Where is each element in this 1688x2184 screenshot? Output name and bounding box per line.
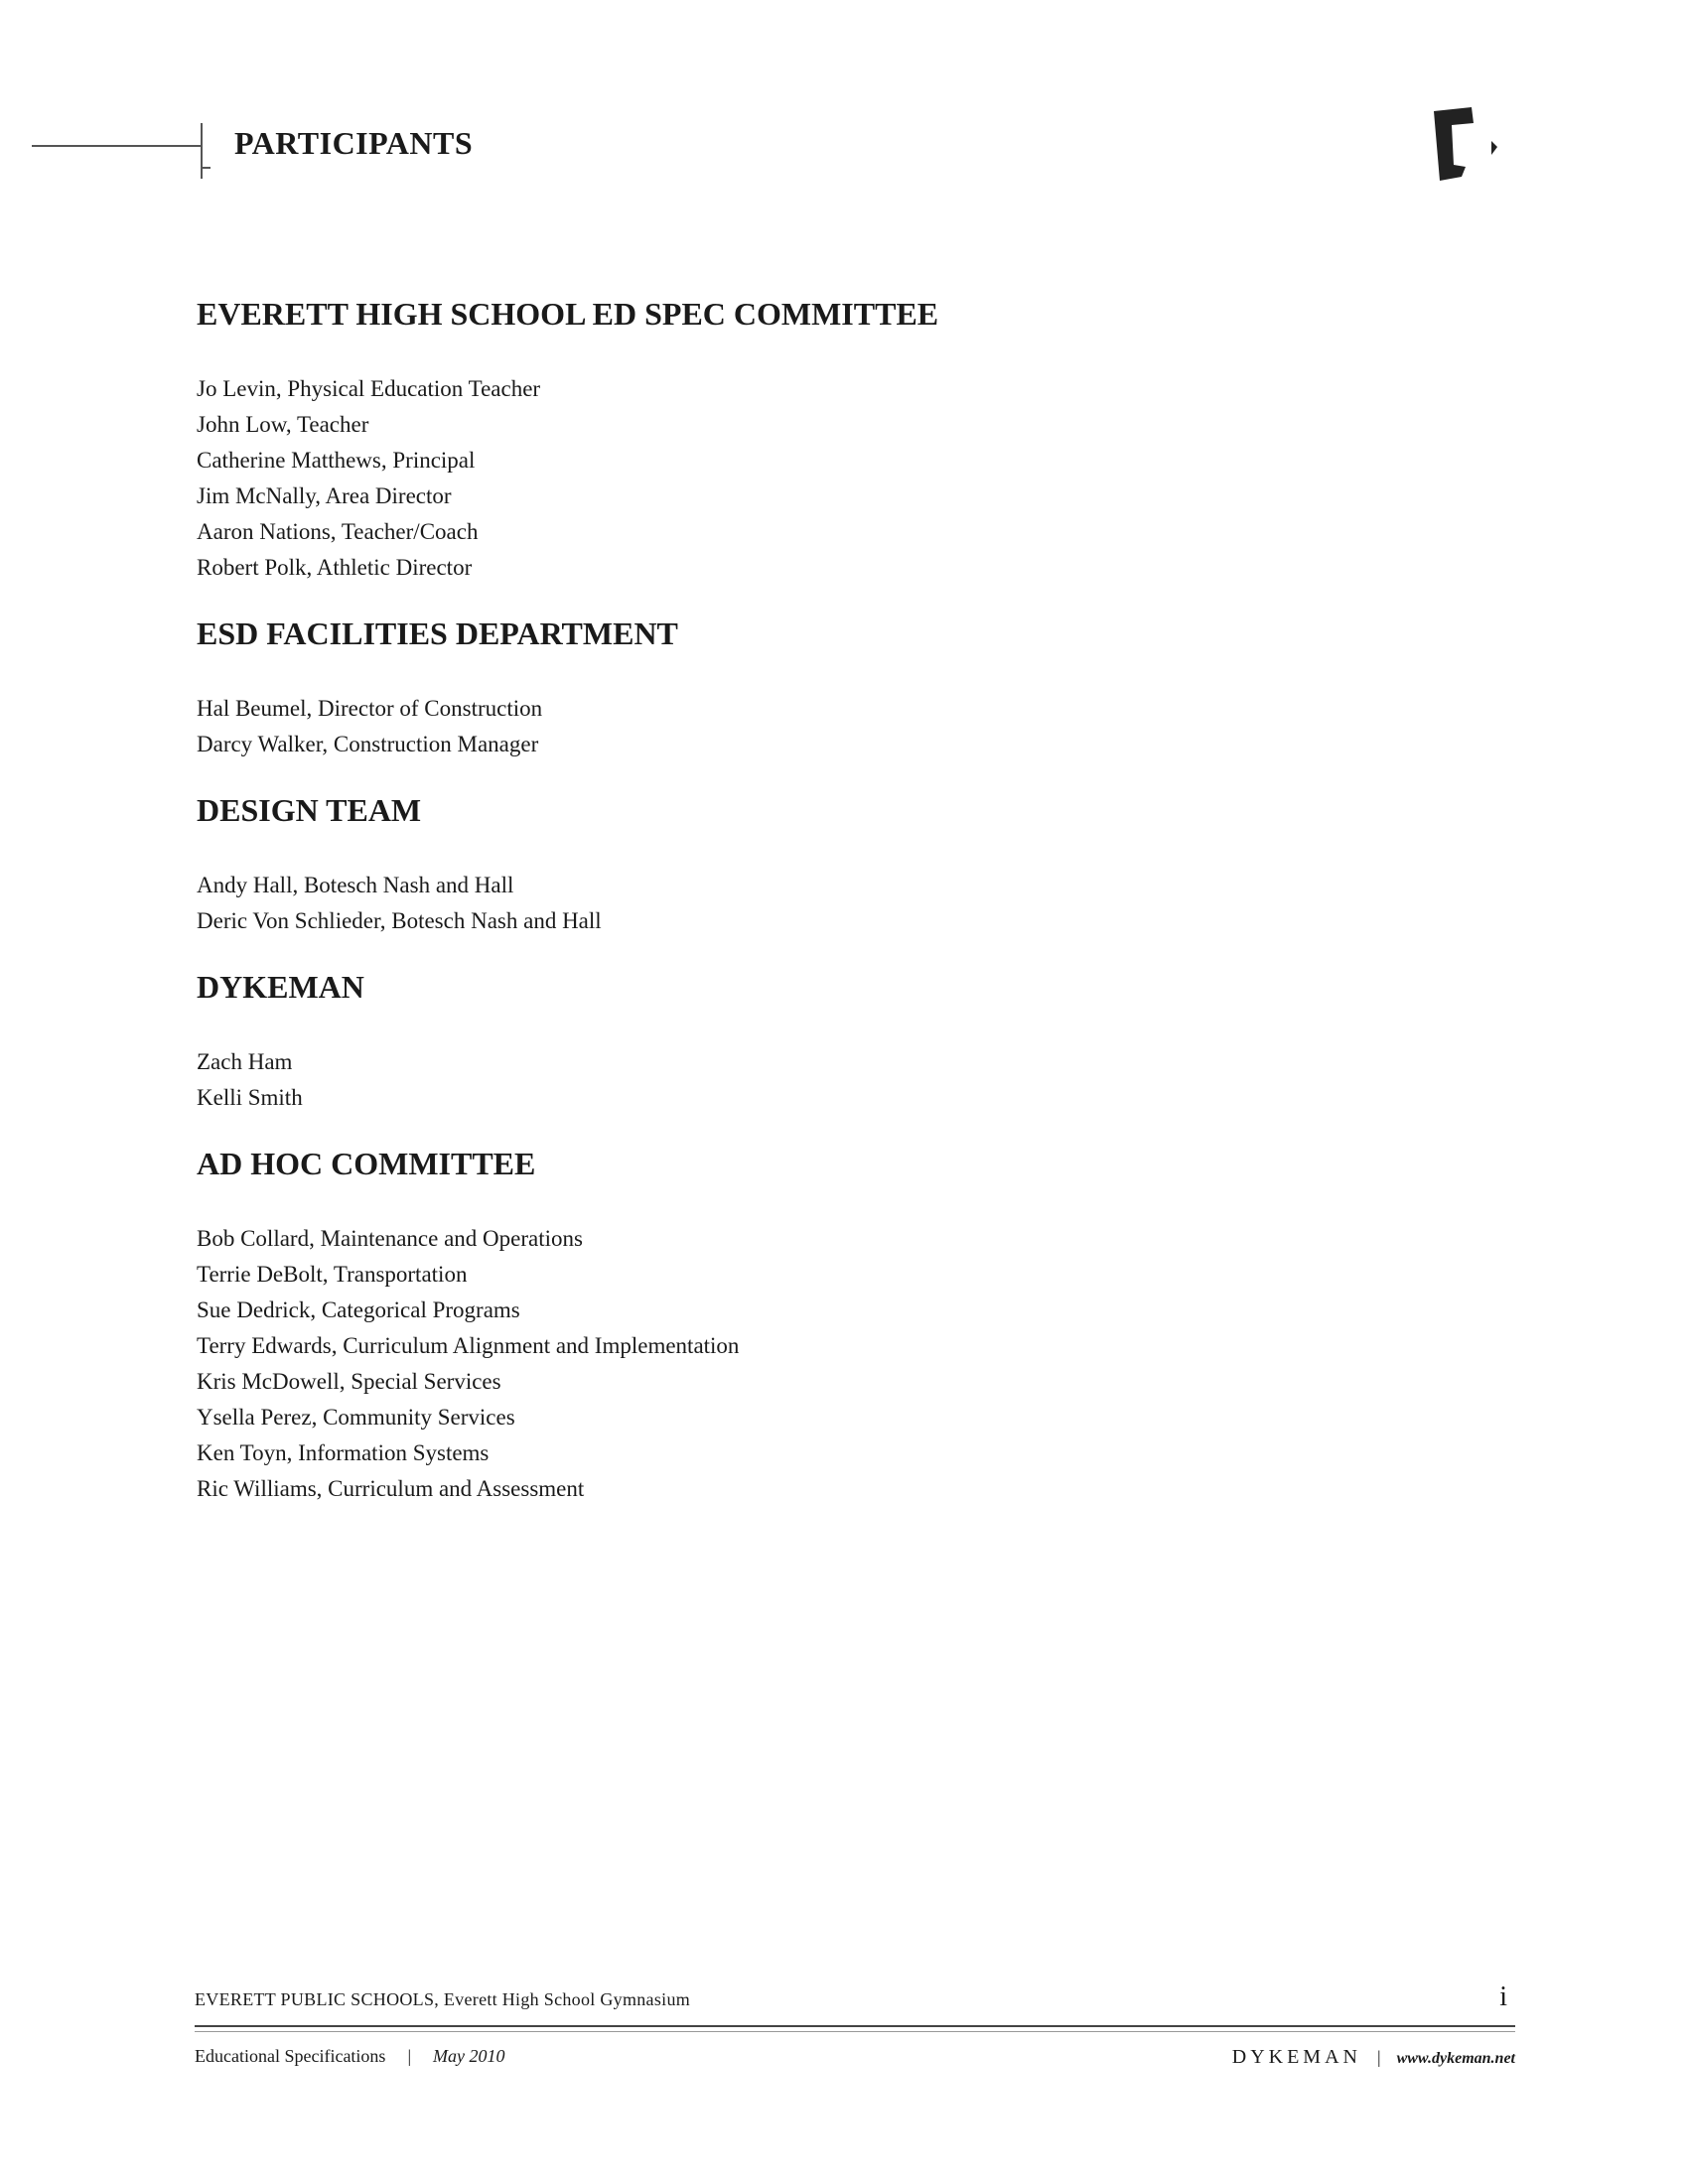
member-entry: Kris McDowell, Special Services [197,1369,501,1394]
member-entry: Terrie DeBolt, Transportation [197,1262,468,1287]
member-entry: Catherine Matthews, Principal [197,448,476,473]
member-entry: Zach Ham [197,1049,293,1074]
footer-top-row [195,1981,1515,2021]
footer-left [195,2046,505,2067]
participant-section [197,967,1388,1116]
footer-doc-type: Educational Specifications [195,2046,386,2066]
member-entry: Terry Edwards, Curriculum Alignment and Implementation [197,1333,740,1358]
member-entry: Darcy Walker, Construction Manager [197,732,539,756]
member-entry: Jo Levin, Physical Education Teacher [197,376,541,401]
member-entry: Ric Williams, Curriculum and Assessment [197,1476,585,1501]
footer-website: www.dykeman.net [1396,2050,1515,2067]
member-entry: Jim McNally, Area Director [197,483,452,508]
member-entry: Hal Beumel, Director of Construction [197,696,543,721]
page-title: PARTICIPANTS [234,125,474,161]
footer-separator-right: | [1376,2047,1381,2067]
section-heading: AD HOC COMMITTEE [197,1146,536,1181]
member-entry: Aaron Nations, Teacher/Coach [197,519,479,544]
footer-separator: | [407,2046,412,2066]
corner-bracket-mark [1432,103,1511,193]
member-entry: Ken Toyn, Information Systems [197,1440,490,1465]
member-entry: Robert Polk, Athletic Director [197,555,473,580]
section-heading: ESD FACILITIES DEPARTMENT [197,615,678,651]
member-entry: Andy Hall, Botesch Nash and Hall [197,873,514,897]
participant-section [197,790,1388,939]
section-heading: DYKEMAN [197,969,364,1005]
member-entry: John Low, Teacher [197,412,369,437]
footer-divider-secondary [195,2031,1515,2032]
member-entry: Sue Dedrick, Categorical Programs [197,1297,520,1322]
member-entry: Ysella Perez, Community Services [197,1405,515,1430]
footer-bottom-row [195,2046,1515,2082]
member-entry: Kelli Smith [197,1085,303,1110]
footer-divider [195,2025,1515,2027]
footer-date: May 2010 [433,2046,505,2066]
header-rule-tick [201,123,203,179]
page-number: i [1499,1981,1507,2012]
member-entry: Deric Von Schlieder, Botesch Nash and Hall [197,908,602,933]
participants-content [197,294,1388,1535]
section-heading: DESIGN TEAM [197,792,422,828]
participant-section [197,614,1388,762]
section-heading: EVERETT HIGH SCHOOL ED SPEC COMMITTEE [197,296,939,332]
header-rule-tick-foot [201,167,211,169]
page-footer [195,1981,1515,2082]
member-entry: Bob Collard, Maintenance and Operations [197,1226,583,1251]
footer-org: EVERETT PUBLIC SCHOOLS, Everett High School Gymnasium [195,1989,691,2009]
footer-brand: DYKEMAN [1231,2046,1361,2068]
participant-section [197,294,1388,586]
header-rule-left [32,145,201,147]
footer-right [1232,2046,1515,2069]
participant-section [197,1144,1388,1507]
